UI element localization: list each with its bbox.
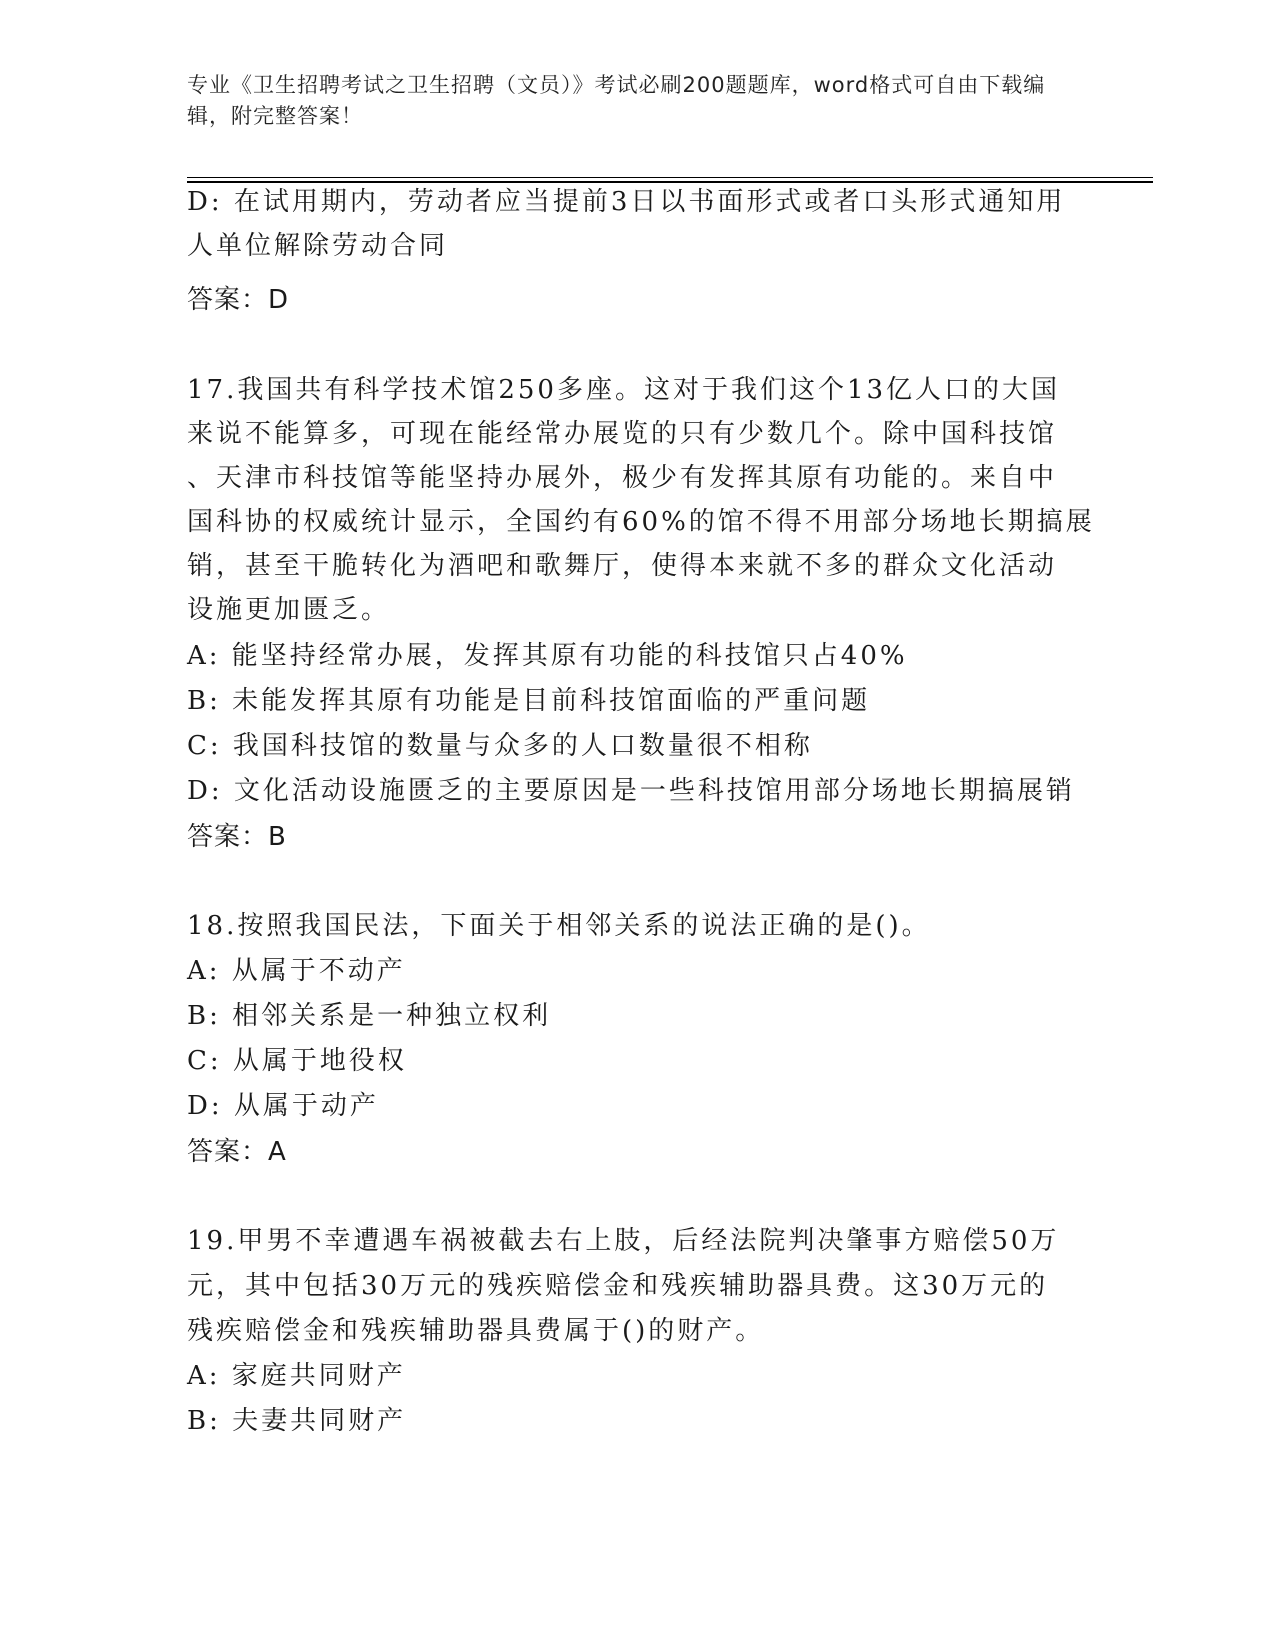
prev-option-d-line1: D: 在试用期内，劳动者应当提前3日以书面形式或者口头形式通知用 (187, 187, 1066, 217)
q17-stem-line5: 销，甚至干脆转化为酒吧和歌舞厅，使得本来就不多的群众文化活动 (187, 551, 1058, 581)
q18-stem: 18.按照我国民法，下面关于相邻关系的说法正确的是()。 (187, 911, 931, 941)
q17-stem-line1: 17.我国共有科学技术馆250多座。这对于我们这个13亿人口的大国 (187, 375, 1061, 405)
q19-stem-line2: 元，其中包括30万元的残疾赔偿金和残疾辅助器具费。这30万元的 (187, 1271, 1049, 1301)
q18-option-c: C: 从属于地役权 (187, 1046, 407, 1076)
q17-stem-line2: 来说不能算多，可现在能经常办展览的只有少数几个。除中国科技馆 (187, 419, 1058, 449)
q17-stem-line6: 设施更加匮乏。 (187, 595, 391, 625)
header-divider-thick (187, 181, 1153, 183)
q17-answer: 答案：B (187, 822, 287, 852)
q18-option-d: D: 从属于动产 (187, 1091, 379, 1121)
q17-option-b: B: 未能发挥其原有功能是目前科技馆面临的严重问题 (187, 686, 871, 716)
q17-stem-line3: 、天津市科技馆等能坚持办展外，极少有发挥其原有功能的。来自中 (187, 463, 1058, 493)
prev-answer: 答案：D (187, 285, 290, 315)
q17-option-a: A: 能坚持经常办展，发挥其原有功能的科技馆只占40% (187, 641, 908, 671)
q18-option-b: B: 相邻关系是一种独立权利 (187, 1001, 552, 1031)
q17-option-d: D: 文化活动设施匮乏的主要原因是一些科技馆用部分场地长期搞展销 (187, 776, 1075, 806)
q19-stem-line3: 残疾赔偿金和残疾辅助器具费属于()的财产。 (187, 1316, 765, 1346)
q18-answer: 答案：A (187, 1137, 287, 1167)
document-header: 专业《卫生招聘考试之卫生招聘（文员）》考试必刷200题题库，word格式可自由下载编辑，附完整答案！ (187, 73, 1046, 128)
q19-option-b: B: 夫妻共同财产 (187, 1406, 407, 1436)
q19-stem-line1: 19.甲男不幸遭遇车祸被截去右上肢，后经法院判决肇事方赔偿50万 (187, 1226, 1060, 1256)
q17-option-c: C: 我国科技馆的数量与众多的人口数量很不相称 (187, 731, 813, 761)
q19-option-a: A: 家庭共同财产 (187, 1361, 406, 1391)
prev-option-d-line2: 人单位解除劳动合同 (187, 231, 449, 261)
header-divider-thin (187, 177, 1153, 178)
q17-stem-line4: 国科协的权威统计显示，全国约有60%的馆不得不用部分场地长期搞展 (187, 507, 1095, 537)
q18-option-a: A: 从属于不动产 (187, 956, 406, 986)
